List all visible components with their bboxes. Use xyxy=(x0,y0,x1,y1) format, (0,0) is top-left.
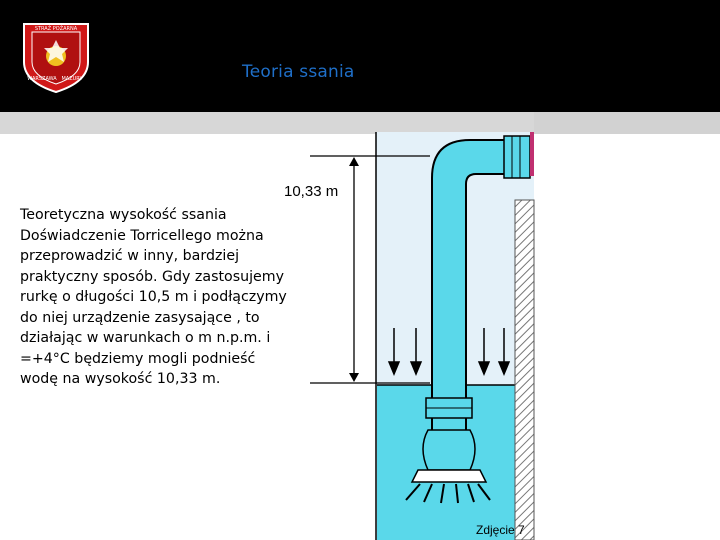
dimension-arrow-top xyxy=(349,157,359,166)
device-edge xyxy=(530,132,534,176)
height-label: 10,33 m xyxy=(284,183,339,200)
hatched-wall xyxy=(515,200,534,540)
description-paragraph: Teoretyczna wysokość ssania Doświadczenie Torricellego można przeprowadzić w inny, bardziej praktyczny sposób. Gdy zastosujemy rurkę o długości 10,5 m i podłączymy do niej urządzenie zasysające , to działając w warunkach o m n.p.m. i =+4°C będziemy mogli podnieść wodę na wysokość 10,33 m. xyxy=(20,207,287,387)
logo-text-top: STRAŻ POŻARNA xyxy=(34,26,78,32)
figure-caption: Zdjęcie 7 xyxy=(476,523,525,537)
dimension-arrow-bottom xyxy=(349,373,359,382)
suction-device xyxy=(504,136,530,178)
page-title: Teoria ssania xyxy=(242,62,355,82)
logo-text-left: WARSZAWA xyxy=(27,76,57,82)
logo-text-right: MAZURY xyxy=(61,76,83,82)
strainer-top xyxy=(412,470,486,482)
foot-valve-body xyxy=(423,430,475,470)
